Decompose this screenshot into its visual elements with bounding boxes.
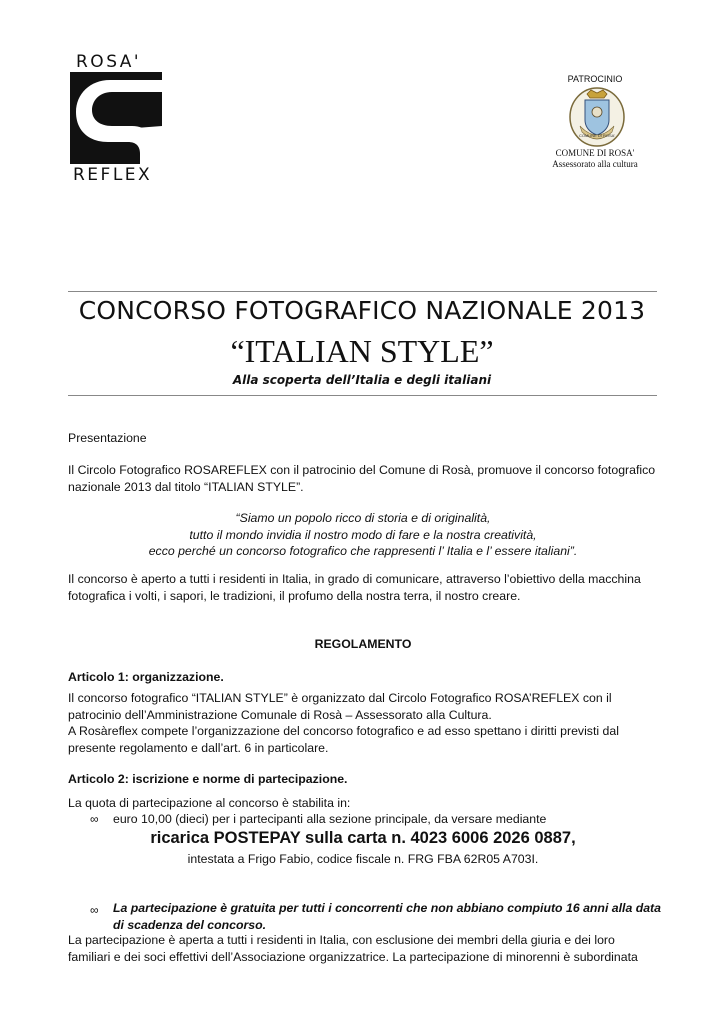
article-1-line: A Rosàreflex compete l’organizzazione del concorso fotografico e ad esso spettano i diritti previsti dal [68,724,619,738]
patronage-name: COMUNE DI ROSA' [555,148,635,158]
open-line: fotografica i volti, i sapori, le tradizioni, il profumo della nostra terra, il nostro creare. [68,588,521,603]
open-line: Il concorso è aperto a tutti i residenti in Italia, in grado di comunicare, attraverso l’obiettivo della macchina [68,572,641,586]
intro-paragraph [68,462,658,495]
fee-bullet: euro 10,00 (dieci) per i partecipanti alla sezione principale, da versare mediante [113,812,547,826]
article-1-line: Il concorso fotografico “ITALIAN STYLE” è organizzato dal Circolo Fotografico ROSA’REFLEX con il [68,691,612,705]
page-tagline: Alla scoperta dell’Italia e degli italiani [232,373,492,387]
article-1-title: Articolo 1: organizzazione. [68,670,224,684]
intro-line: nazionale 2013 dal titolo “ITALIAN STYLE”. [68,479,304,494]
holder-line: intestata a Frigo Fabio, codice fiscale n. FRG FBA 62R05 A703I. [187,852,539,866]
presentation-label: Presentazione [68,431,147,445]
intro-line: Il Circolo Fotografico ROSAREFLEX con il patrocinio del Comune di Rosà, promuove il concorso fotografico [68,463,656,477]
patronage-department: Assessorato alla cultura [552,159,638,169]
crest-text: COMUNE DI ROSA' [578,133,616,138]
municipal-crest-icon [568,86,626,148]
logo-bottom-text: REFLEX [73,165,153,185]
quote-paragraph [68,510,658,560]
free-entry-line: di scadenza del concorso. [113,917,267,932]
quote-line: ecco perché un concorso fotografico che rappresenti l’ Italia e l’ essere italiani”. [148,544,578,558]
logo-top-text: ROSA' [76,52,142,72]
article-1-line: patrocinio dell’Amministrazione Comunale di Rosà – Assessorato alla Cultura. [68,707,492,722]
top-divider [68,291,657,292]
article-1-body [68,690,658,756]
rosareflex-logo-mark [70,72,162,164]
quote-line: tutto il mondo invidia il nostro modo di fare e la nostra creatività, [189,527,537,542]
article-1-line: presente regolamento e dall’art. 6 in particolare. [68,740,329,755]
bottom-divider [68,395,657,396]
free-entry-line: La partecipazione è gratuita per tutti i concorrenti che non abbiano compiuto 16 anni alla data [113,901,661,915]
page-title: CONCORSO FOTOGRAFICO NAZIONALE 2013 [78,296,646,325]
closing-paragraph [68,932,658,965]
closing-line: familiari e dei soci effettivi dell’Associazione organizzatrice. La partecipazione di minorenni è subordinata [68,949,638,964]
rules-heading: REGOLAMENTO [314,637,412,651]
quote-line: “Siamo un popolo ricco di storia e di originalità, [235,511,491,525]
article-2-title: Articolo 2: iscrizione e norme di partecipazione. [68,772,348,786]
patronage-label: PATROCINIO [567,74,623,84]
page-subtitle: “ITALIAN STYLE” [230,333,494,369]
bullet-icon: ∞ [90,812,99,826]
closing-line: La partecipazione è aperta a tutti i residenti in Italia, con esclusione dei membri della giuria e dei loro [68,933,615,947]
bullet-icon: ∞ [90,903,99,917]
open-paragraph [68,571,658,604]
fee-intro: La quota di partecipazione al concorso è stabilita in: [68,796,351,810]
free-entry-bullet [113,900,661,933]
payment-line: ricarica POSTEPAY sulla carta n. 4023 6006 2026 0887, [150,829,576,847]
